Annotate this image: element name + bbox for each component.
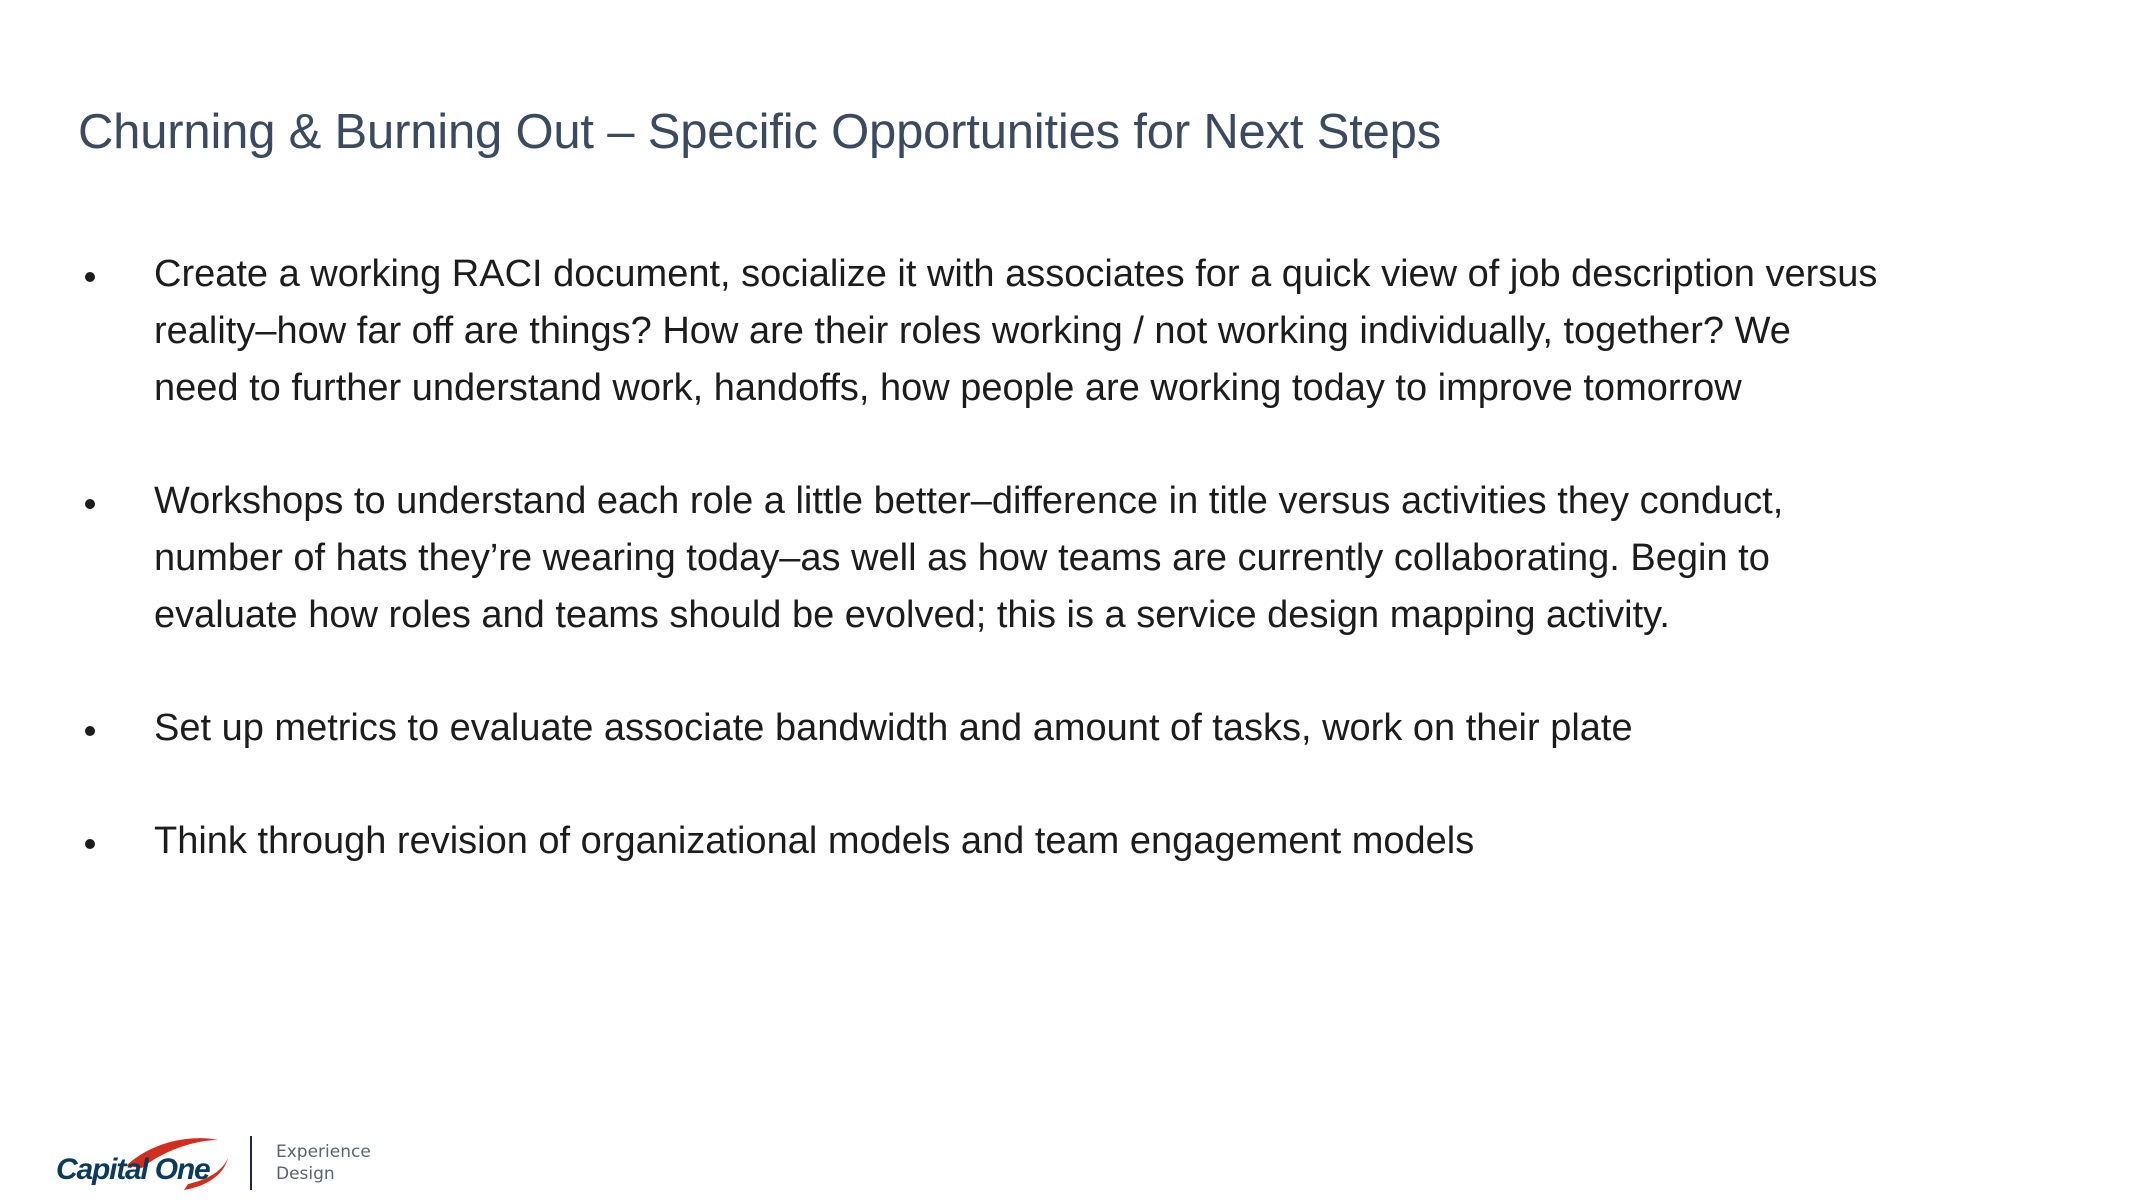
bullet-item — [82, 813, 1882, 870]
logo-text: Capital One — [56, 1153, 210, 1186]
slide-title: Churning & Burning Out – Specific Opportunities for Next Steps — [78, 105, 1442, 159]
footer-label — [276, 1141, 371, 1185]
bullet-dot-icon — [85, 272, 95, 282]
bullet-text: Think through revision of organizational models and team engagement models — [154, 820, 1475, 862]
bullet-dot-icon — [85, 726, 95, 736]
bullet-item — [82, 700, 1882, 757]
bullet-text: Set up metrics to evaluate associate bandwidth and amount of tasks, work on their plate — [154, 707, 1633, 749]
bullet-dot-icon — [85, 499, 95, 509]
capital-one-logo — [56, 1128, 236, 1198]
footer-label-line2: Design — [276, 1164, 335, 1184]
bullet-item — [82, 246, 1882, 417]
footer-divider — [250, 1136, 252, 1190]
bullet-list — [82, 246, 1882, 870]
bullet-dot-icon — [85, 839, 95, 849]
footer — [56, 1128, 371, 1198]
footer-label-line1: Experience — [276, 1142, 371, 1162]
bullet-text: Workshops to understand each role a little better–difference in title versus activities they conduct, number of hats they’re wearing today–as well as how teams are currently collaborating. Begin to evaluate how roles and teams should be evolved; this is a service design mapping activity. — [154, 480, 1784, 636]
bullet-text: Create a working RACI document, socialize it with associates for a quick view of job description versus reality–how far off are things? How are their roles working / not working individually, together? We need to further understand work, handoffs, how people are working today to improve tomorrow — [154, 253, 1878, 409]
bullet-item — [82, 473, 1882, 644]
